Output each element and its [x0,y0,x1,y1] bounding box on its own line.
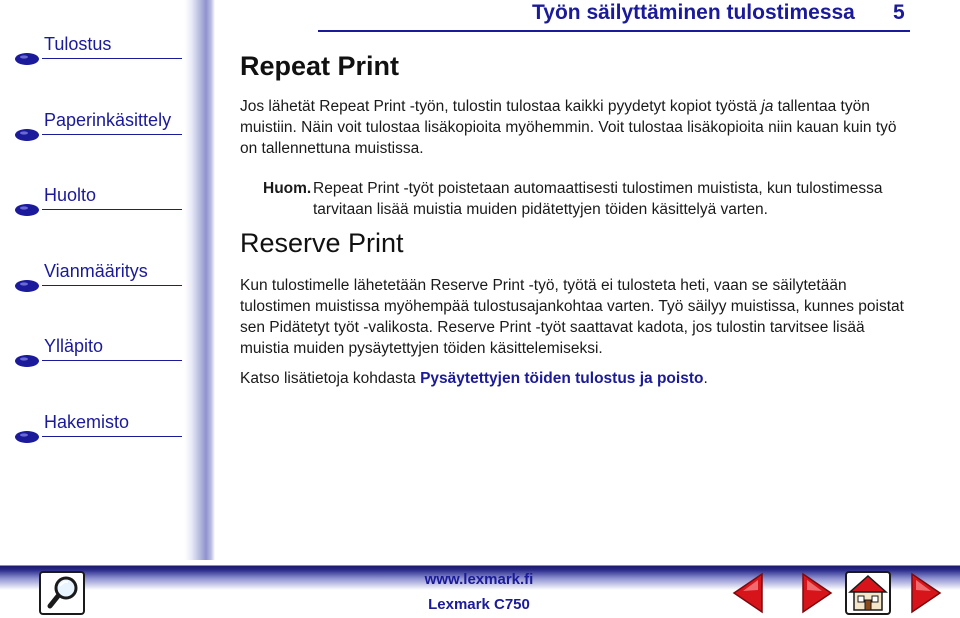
bullet-icon [14,203,40,217]
bullet-icon [14,354,40,368]
sidebar [0,0,215,560]
sidebar-divider [42,360,182,361]
paragraph-text: Jos lähetät Repeat Print -työn, tulostin tulostaa kaikki pyydetyt kopiot työstä [240,98,762,115]
sidebar-divider [42,436,182,437]
sidebar-divider [42,285,182,286]
see-also-suffix: . [703,370,708,387]
emphasis-text: ja [761,98,774,115]
main-content [240,50,910,389]
sidebar-item-label: Vianmääritys [44,261,148,281]
sidebar-item-label: Ylläpito [44,336,104,356]
next-section-button[interactable] [909,572,943,614]
page-header-title: Työn säilyttäminen tulostimessa [532,1,855,24]
magnifier-icon [38,570,86,616]
section-heading-reserve-print: Reserve Print [240,228,404,258]
home-icon [844,570,892,616]
sidebar-item-yllapito[interactable] [12,321,182,361]
forward-arrow-icon [909,572,943,614]
see-also-prefix: Katso lisätietoja kohdasta [240,370,421,387]
bullet-icon [14,128,40,142]
sidebar-item-hakemisto[interactable] [12,397,182,437]
note-text: Repeat Print -työt poistetaan automaattisesti tulostimen muistista, kun tulostimessa tarvitaan lisää muistia muiden pidätettyjen töiden käsittelyä varten. [313,180,883,218]
paragraph-text: tallentaa työn muistiin. Näin voit tulostaa lisäkopioita myöhemmin. Voit tulostaa lisäkopioita niin kauan kuin työ on tallennettuna muistissa. [240,98,897,157]
sidebar-item-tulostus[interactable] [12,19,182,59]
sidebar-divider [42,58,182,59]
next-page-button[interactable] [800,572,834,614]
note-block [263,178,910,220]
sidebar-divider [42,209,182,210]
note-label: Huom. [263,180,312,197]
home-button[interactable] [844,570,892,616]
sidebar-item-label: Huolto [44,185,97,205]
bullet-icon [14,52,40,66]
footer-model-name: Lexmark C750 [428,596,530,613]
bullet-icon [14,430,40,444]
see-also-line [240,368,910,389]
sidebar-item-paperinkasittely[interactable] [12,95,182,135]
sidebar-item-label: Tulostus [44,34,112,54]
back-arrow-icon [731,572,765,614]
previous-page-button[interactable] [731,572,765,614]
sidebar-divider [42,134,182,135]
see-also-link[interactable]: Pysäytettyjen töiden tulostus ja poisto [420,370,704,387]
bullet-icon [14,279,40,293]
repeat-print-paragraph [240,96,910,159]
header-divider [318,30,910,32]
page-number: 5 [893,1,905,24]
forward-arrow-icon [800,572,834,614]
footer-url-link[interactable]: www.lexmark.fi [424,571,534,588]
sidebar-item-label: Hakemisto [44,412,130,432]
sidebar-item-label: Paperinkäsittely [44,110,172,130]
sidebar-item-vianmaaritys[interactable] [12,246,182,286]
section-heading-repeat-print: Repeat Print [240,51,400,81]
sidebar-item-huolto[interactable] [12,170,182,210]
search-button[interactable] [38,570,86,616]
reserve-print-paragraph: Kun tulostimelle lähetetään Reserve Print -työ, työtä ei tulosteta heti, vaan se säilytetään tulostimen muistissa myöhempää tulostusajankohtaa varten. Työ säilyy muistissa, kunnes poistat sen Pidätetyt työt -valikosta. Reserve Print -työt saattavat kadota, jos tulostin tarvitsee lisää muistia muiden pysäytettyjen töiden käsittelemiseksi. [240,277,904,357]
